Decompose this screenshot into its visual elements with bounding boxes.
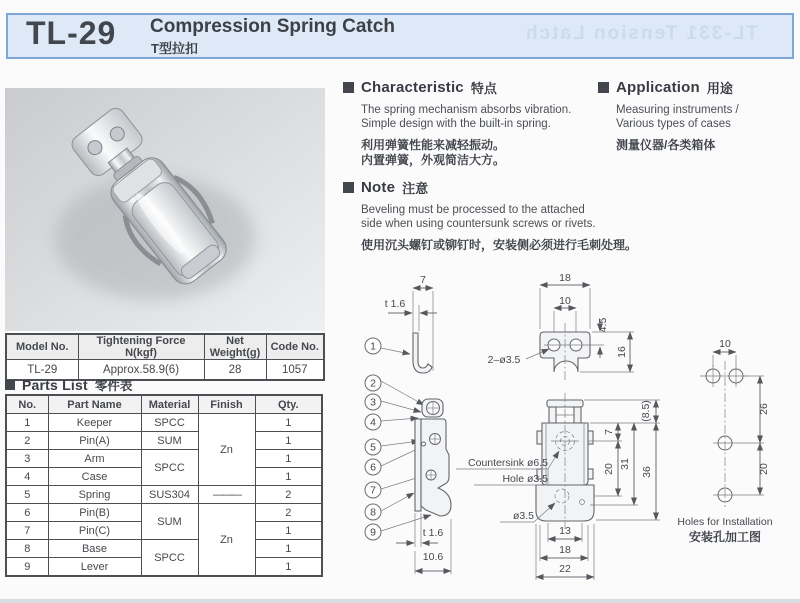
model-table-header: Net Weight(g) (204, 334, 266, 360)
model-table-header: Tightening Force N(kgf) (78, 334, 204, 360)
model-number: TL-29 (26, 15, 117, 51)
section-title: Application (616, 79, 700, 96)
page-header (6, 13, 794, 59)
hook-drawing (365, 274, 437, 373)
section-bullet-icon (598, 82, 609, 93)
section-title-zh: 用途 (706, 81, 733, 96)
dim-label: 18 (559, 272, 571, 284)
section-title: Characteristic (361, 79, 464, 96)
part-name: Pin(B) (48, 504, 141, 522)
part-name: Spring (48, 486, 141, 504)
part-material: SPCC (141, 450, 198, 486)
dim-label: 36 (641, 466, 653, 478)
table-row (6, 414, 322, 432)
characteristic-line: The spring mechanism absorbs vibration. (361, 104, 572, 116)
code-cell: 1057 (266, 360, 324, 381)
table-row (6, 504, 322, 522)
hole-label: Hole ø3.5 (502, 473, 548, 485)
part-finish: Zn (198, 414, 255, 486)
parts-list-title (5, 376, 132, 394)
part-material: SPCC (141, 540, 198, 577)
section-application (598, 78, 798, 153)
section-bullet-icon (5, 380, 15, 390)
section-note (343, 178, 653, 253)
part-qty: 1 (255, 468, 322, 486)
part-qty: 1 (255, 432, 322, 450)
application-line: Measuring instruments / (616, 104, 739, 116)
dim-label: 10 (719, 338, 731, 350)
drawing-canvas (338, 255, 800, 603)
dim-label: 13 (559, 525, 571, 537)
part-no: 6 (6, 504, 48, 522)
part-no: 1 (6, 414, 48, 432)
dim-label: 18 (559, 544, 571, 556)
dim-label: t 1.6 (384, 298, 406, 310)
section-title-zh: 特点 (470, 81, 497, 96)
part-material: SUM (141, 504, 198, 540)
table-row (6, 486, 322, 504)
table-row (6, 450, 322, 468)
table-row (6, 540, 322, 558)
holes-label: 2–ø3.5 (487, 354, 521, 366)
section-title: Note (361, 179, 396, 196)
part-qty: 1 (255, 540, 322, 558)
product-photo (5, 88, 325, 331)
parts-list-table (5, 394, 323, 577)
callout-number: 2 (370, 377, 376, 390)
dim-label: 20 (603, 463, 615, 475)
part-material: SUS304 (141, 486, 198, 504)
note-line: side when using countersunk screws or rivets. (361, 218, 596, 230)
note-line: Beveling must be processed to the attached (361, 204, 585, 216)
keeper-drawing (488, 272, 634, 382)
dim-label: 26 (758, 403, 770, 415)
callout-number: 4 (370, 416, 376, 429)
weight-cell: 28 (204, 360, 266, 381)
callout-number: 7 (370, 484, 376, 497)
dim-label: 22 (559, 563, 571, 575)
section-bullet-icon (343, 182, 354, 193)
dim-label: 4.5 (597, 317, 609, 333)
part-no: 5 (6, 486, 48, 504)
part-no: 4 (6, 468, 48, 486)
callout-number: 1 (370, 340, 376, 353)
page-title-zh: T型拉扣 (151, 41, 198, 56)
part-no: 3 (6, 450, 48, 468)
installation-holes-drawing (677, 338, 772, 544)
parts-list-label: Parts List (22, 377, 88, 393)
callout-number: 8 (370, 506, 376, 519)
parts-header: Finish (198, 395, 255, 414)
model-table-header: Code No. (266, 334, 324, 360)
part-name: Base (48, 540, 141, 558)
part-name: Keeper (48, 414, 141, 432)
section-title-zh: 注意 (402, 181, 429, 196)
parts-header: Part Name (48, 395, 141, 414)
section-bullet-icon (343, 82, 354, 93)
dim-label: 7 (420, 274, 426, 286)
latch-photo-illustration (5, 88, 325, 331)
part-material: SUM (141, 432, 198, 450)
parts-list-label-zh: 零件表 (94, 379, 133, 393)
dim-label: 10.6 (422, 551, 444, 563)
part-finish: Zn (198, 504, 255, 577)
dim-label: 20 (758, 463, 770, 475)
part-no: 2 (6, 432, 48, 450)
install-caption: Holes for Installation (677, 516, 773, 528)
dim-label: 31 (619, 458, 631, 470)
table-row (6, 432, 322, 450)
part-qty: 1 (255, 522, 322, 540)
part-no: 9 (6, 558, 48, 577)
part-no: 7 (6, 522, 48, 540)
dim-label: 7 (603, 429, 615, 435)
callout-number: 9 (370, 526, 376, 539)
characteristic-line-zh: 利用弹簧性能来减轻振动。 (361, 138, 506, 152)
part-qty: 1 (255, 450, 322, 468)
parts-header: Qty. (255, 395, 322, 414)
parts-header: Material (141, 395, 198, 414)
install-caption-zh: 安装孔加工图 (688, 530, 762, 544)
dim-label: (8.5) (640, 400, 652, 422)
model-spec-table (5, 333, 325, 381)
side-view-drawing (365, 375, 451, 574)
part-name: Pin(A) (48, 432, 141, 450)
bleed-through-text: TL-331 Tension Latch (524, 23, 758, 44)
characteristic-line: Simple design with the built-in spring. (361, 118, 551, 130)
note-line-zh: 使用沉头螺钉或铆钉时，安装侧必须进行毛刺处理。 (361, 238, 638, 252)
callout-number: 6 (370, 461, 376, 474)
countersink-label: Countersink ø6.5 (468, 457, 548, 469)
dim-label: 10 (559, 295, 571, 307)
part-finish: ——— (198, 486, 255, 504)
page-title: Compression Spring Catch (150, 16, 395, 37)
part-qty: 2 (255, 486, 322, 504)
model-no-cell: TL-29 (6, 360, 78, 381)
part-name: Arm (48, 450, 141, 468)
part-name: Lever (48, 558, 141, 577)
technical-drawings (338, 255, 800, 603)
part-no: 8 (6, 540, 48, 558)
part-name: Pin(C) (48, 522, 141, 540)
characteristic-line-zh: 内置弹簧，外观简洁大方。 (361, 153, 506, 167)
dim-label: t 1.6 (422, 527, 444, 539)
dim-label: 16 (616, 346, 628, 358)
part-qty: 1 (255, 558, 322, 577)
application-line: Various types of cases (616, 118, 731, 130)
part-qty: 2 (255, 504, 322, 522)
part-material: SPCC (141, 414, 198, 432)
front-view-drawing (456, 393, 660, 580)
section-characteristic (343, 78, 598, 168)
scan-edge (0, 599, 800, 603)
parts-header: No. (6, 395, 48, 414)
part-name: Case (48, 468, 141, 486)
lower-hole-label: ø3.5 (512, 510, 534, 522)
callout-number: 3 (370, 396, 376, 409)
model-table-header: Model No. (6, 334, 78, 360)
callout-number: 5 (370, 441, 376, 454)
application-line-zh: 测量仪器/各类箱体 (616, 138, 716, 152)
force-cell: Approx.58.9(6) (78, 360, 204, 381)
part-qty: 1 (255, 414, 322, 432)
